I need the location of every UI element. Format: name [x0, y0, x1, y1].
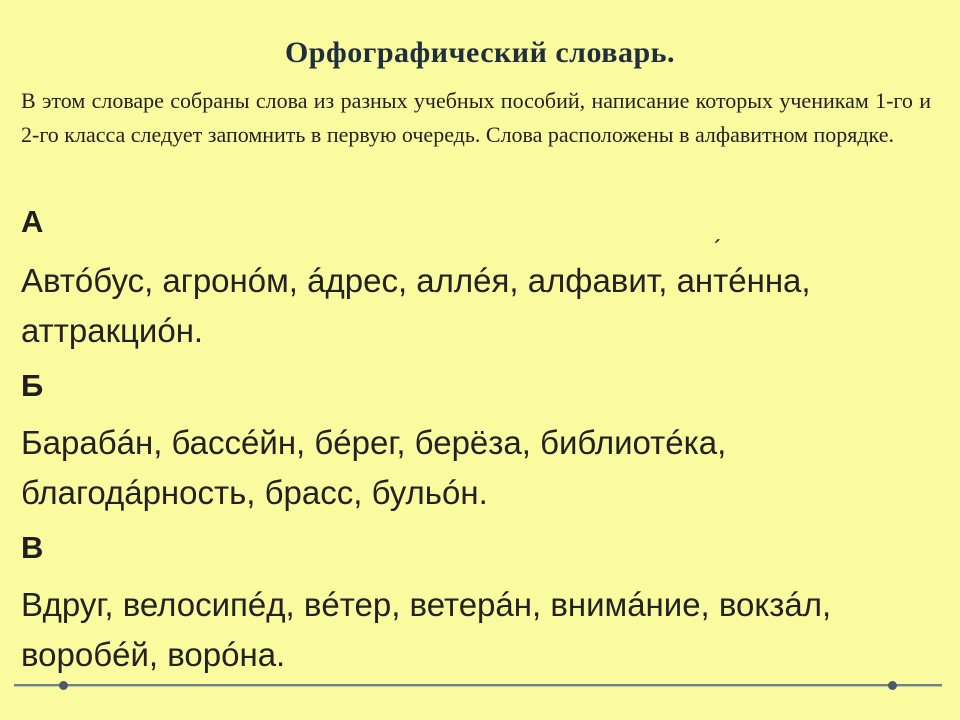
section-letter-a: А	[21, 204, 44, 239]
accent-mark: ´	[714, 236, 722, 263]
section-words-v: Вдруг, велосипéд, вéтер, ветерáн, внимáние, вокзáл, воробéй, ворóна.	[21, 586, 832, 673]
divider-left-dot	[59, 681, 68, 690]
section-words-a: Автóбус, агронóм, áдрес, аллéя, алфавит, антéнна, аттракциóн.	[21, 262, 811, 349]
intro-paragraph: В этом словаре собраны слова из разных учебных пособий, написание которых ученикам 1-го и 2-го класса следует запомнить в первую очередь. Слова расположены в алфавитном порядке.	[21, 88, 931, 147]
footer-divider	[14, 684, 942, 687]
page-title: Орфографический словарь.	[284, 36, 676, 69]
section-letter-b: Б	[21, 368, 44, 403]
section-words-b: Барабáн, бассéйн, бéрег, берёза, библиотéка, благодáрность, брасс, бульóн.	[21, 424, 727, 511]
divider-right-dot	[888, 681, 897, 690]
section-letter-v: В	[21, 530, 44, 565]
